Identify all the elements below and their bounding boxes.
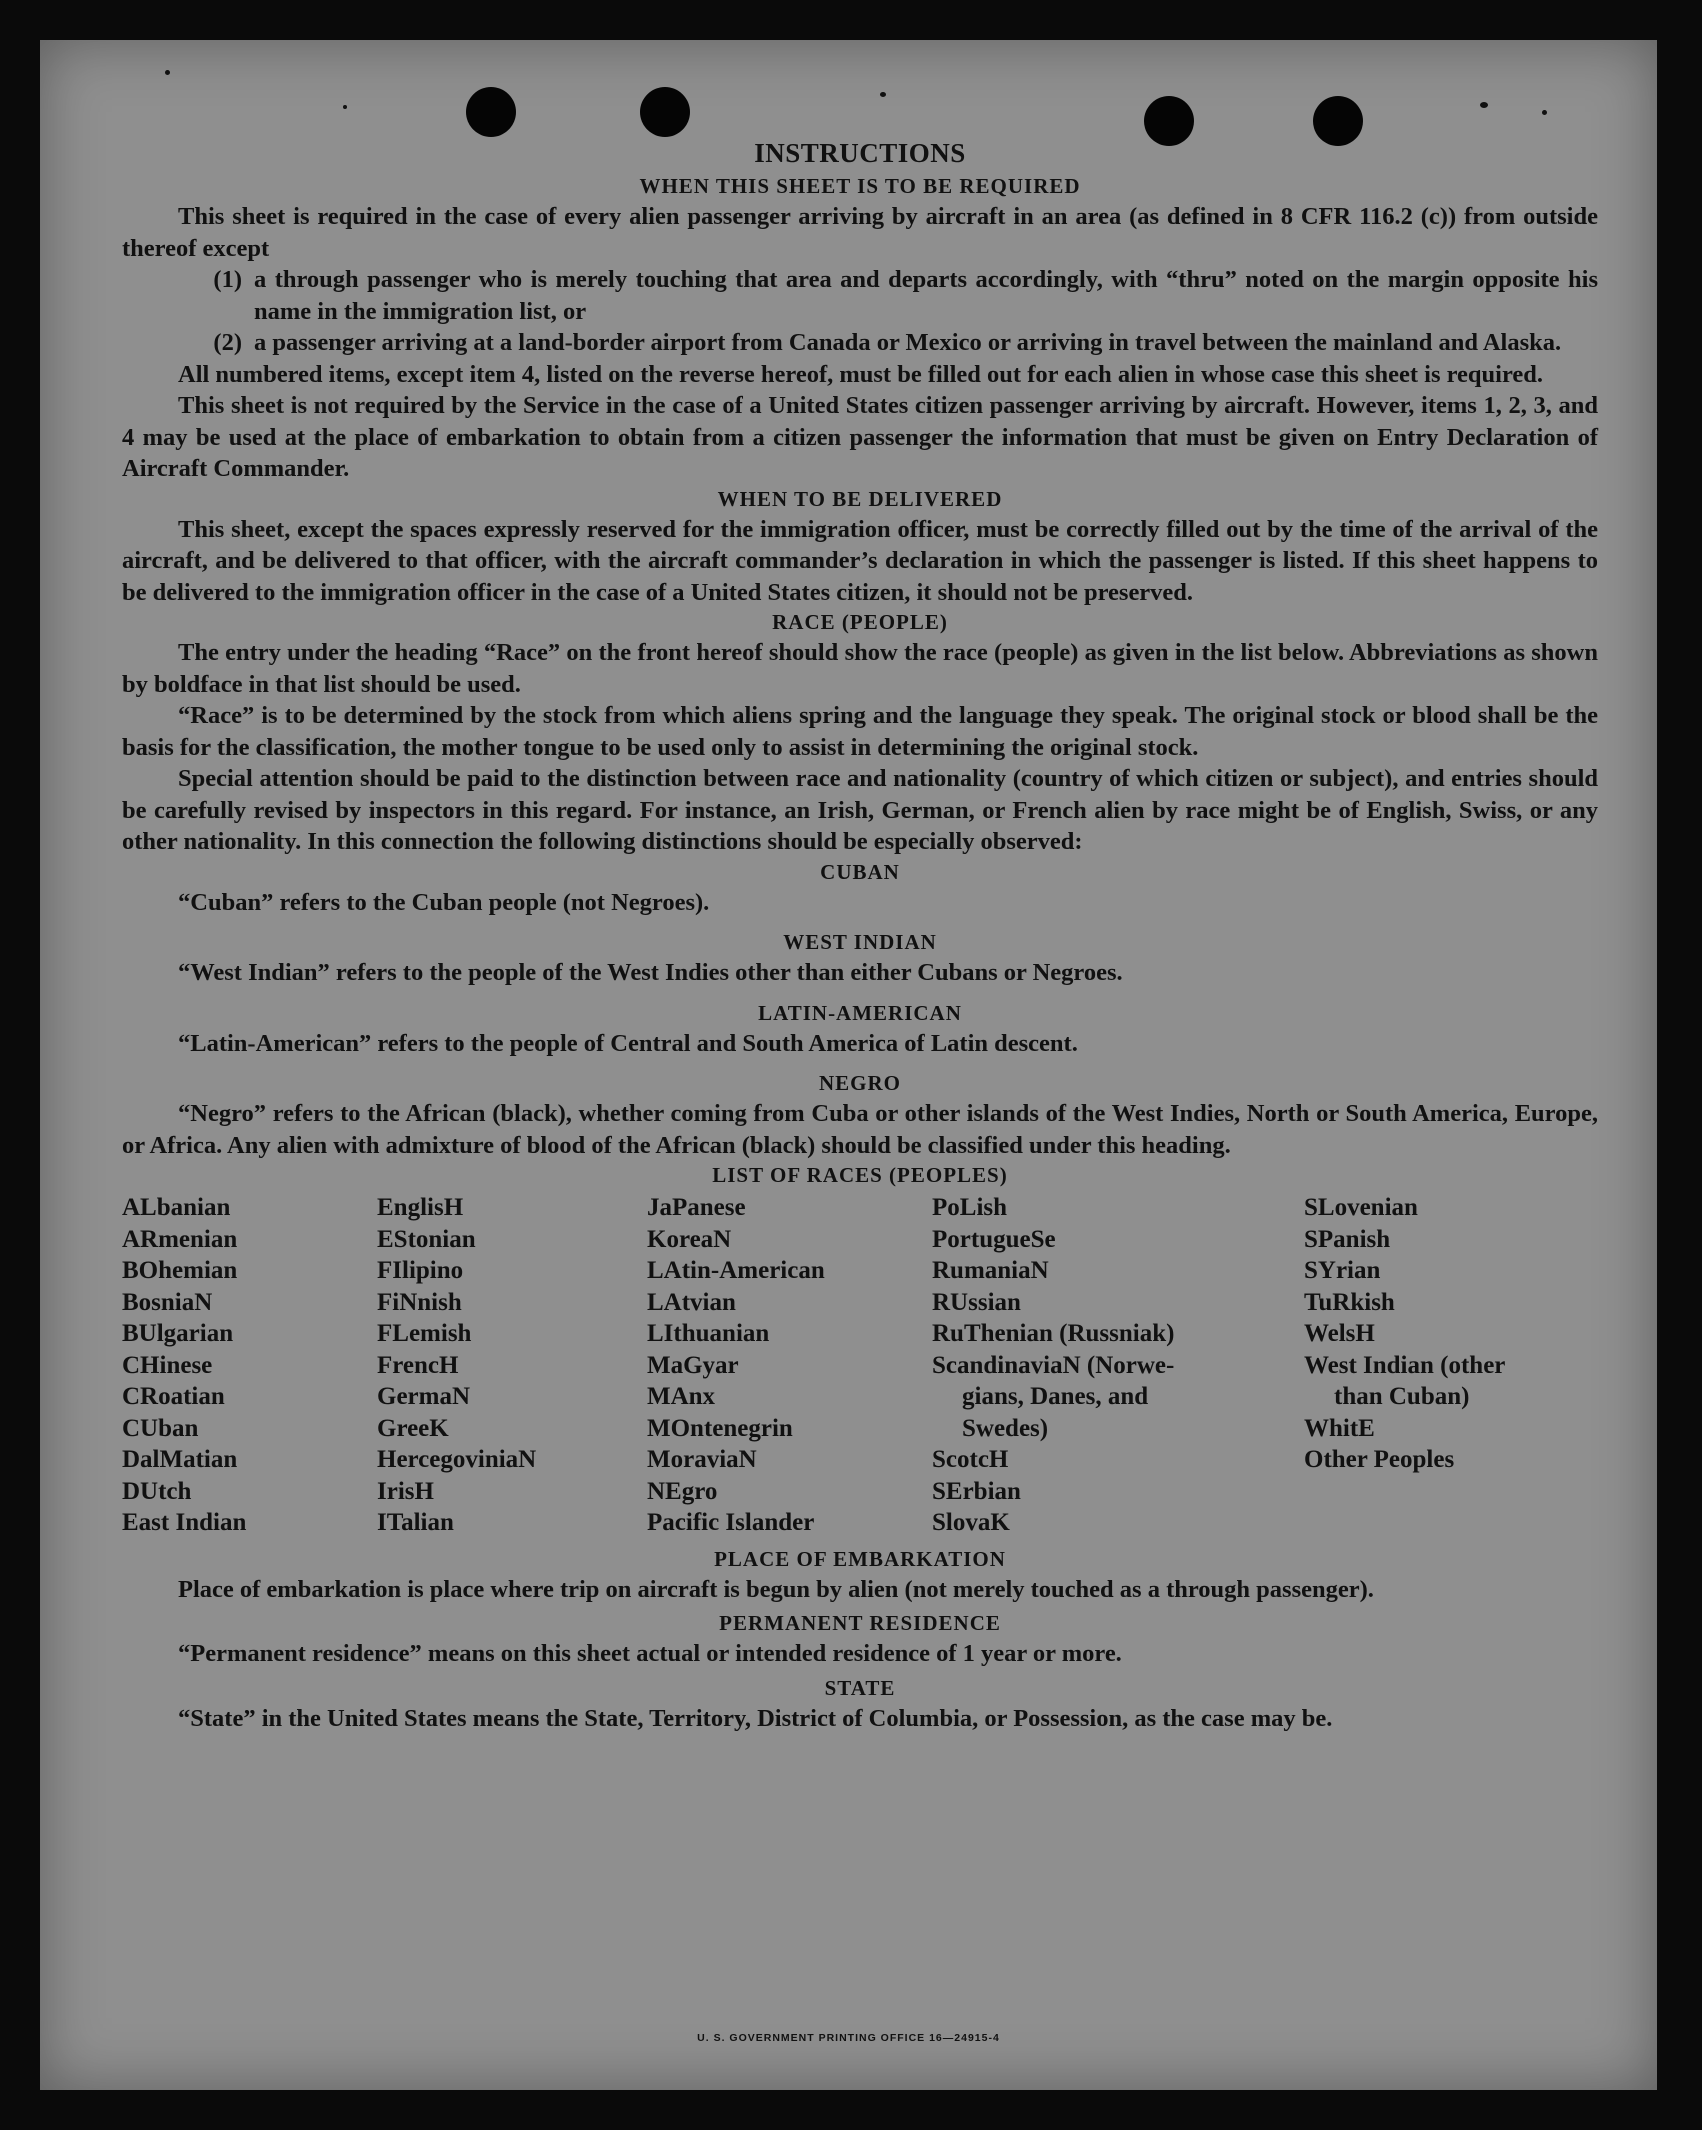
race-entry: BOhemian <box>122 1257 238 1284</box>
punch-hole <box>466 87 516 137</box>
race-entry: DUtch <box>122 1477 192 1505</box>
section-heading: LIST OF RACES (PEOPLES) <box>712 1163 1008 1187</box>
race-entry: WelsH <box>1304 1320 1375 1347</box>
race-entry: LIthuanian <box>647 1320 770 1347</box>
instructions-text <box>122 134 1598 1734</box>
race-entry: CHinese <box>122 1351 213 1379</box>
races-column-3 <box>647 1192 932 1539</box>
race-entry: FrencH <box>377 1351 459 1379</box>
race-entry: FiNnish <box>377 1288 462 1316</box>
race-entry: SPanish <box>1304 1225 1391 1253</box>
race-entry: RUssian <box>932 1288 1021 1316</box>
section-heading: STATE <box>824 1675 896 1700</box>
item-text: a passenger arriving at a land-border airport from Canada or Mexico or arriving in travel between the mainland and Alaska. <box>254 329 1562 356</box>
paragraph: “Permanent residence” means on this sheet actual or intended residence of 1 year or more. <box>178 1640 1122 1667</box>
race-entry: MoraviaN <box>647 1446 757 1473</box>
races-column-5 <box>1304 1192 1598 1539</box>
section-heading: PERMANENT RESIDENCE <box>719 1611 1001 1635</box>
paragraph: All numbered items, except item 4, listed on the reverse hereof, must be filled out for each alien in whose case this sheet is required. <box>178 360 1544 388</box>
race-entry: ARmenian <box>122 1225 238 1253</box>
races-column-4 <box>932 1192 1304 1539</box>
race-entry: PortugueSe <box>932 1225 1056 1253</box>
race-entry: SlovaK <box>932 1509 1010 1536</box>
paragraph: “West Indian” refers to the people of the West Indies other than either Cubans or Negroes. <box>178 959 1123 986</box>
section-heading: PLACE OF EMBARKATION <box>714 1546 1006 1571</box>
race-entry: ALbanian <box>122 1194 231 1221</box>
race-entry: MaGyar <box>647 1351 739 1379</box>
punch-hole <box>640 87 690 137</box>
race-entry: West Indian (other <box>1304 1351 1506 1379</box>
race-entry: than Cuban) <box>1334 1383 1470 1410</box>
race-entry: MOntenegrin <box>647 1414 793 1442</box>
race-entry: CUban <box>122 1414 199 1442</box>
paragraph: “State” in the United States means the State, Territory, District of Columbia, or Possession, as the case may be. <box>178 1704 1333 1732</box>
race-entry: BUlgarian <box>122 1320 234 1347</box>
race-entry: GreeK <box>377 1414 449 1442</box>
document-page <box>40 40 1657 2090</box>
race-entry: JaPanese <box>647 1194 746 1221</box>
paragraph: “Negro” refers to the African (black), whether coming from Cuba or other islands of the West Indies, North or South America, Europe, or Africa. Any alien with admixture of blood of the African (black) should be classified under this heading. <box>122 1100 1598 1159</box>
race-entry: HercegoviniaN <box>377 1446 537 1473</box>
race-entry: SErbian <box>932 1477 1021 1505</box>
list-item <box>122 264 1598 327</box>
races-list <box>122 1192 1598 1539</box>
race-entry: SLovenian <box>1304 1194 1418 1221</box>
paragraph: “Cuban” refers to the Cuban people (not Negroes). <box>178 888 710 916</box>
race-entry: BosniaN <box>122 1288 213 1316</box>
section-heading: NEGRO <box>818 1071 901 1095</box>
race-entry: ScotcH <box>932 1446 1009 1473</box>
race-entry: PoLish <box>932 1194 1008 1221</box>
race-entry: FLemish <box>377 1320 472 1347</box>
paragraph: This sheet is not required by the Service in the case of a United States citizen passenger arriving by aircraft. However, items 1, 2, 3, and 4 may be used at the place of embarkation to obtain from a citizen passenger the information that must be given on Entry Declaration of Aircraft Commander. <box>122 392 1598 482</box>
page-title: INSTRUCTIONS <box>754 138 966 168</box>
race-entry: MAnx <box>647 1383 716 1410</box>
race-entry: SYrian <box>1304 1257 1381 1284</box>
race-entry: IrisH <box>377 1477 434 1505</box>
race-entry: RuThenian (Russniak) <box>932 1320 1175 1347</box>
race-entry: DalMatian <box>122 1446 238 1473</box>
race-entry: NEgro <box>647 1477 718 1505</box>
paragraph: This sheet is required in the case of every alien passenger arriving by aircraft in an area (as defined in 8 CFR 116.2 (c)) from outside thereof except <box>122 203 1598 262</box>
paragraph: Special attention should be paid to the distinction between race and nationality (country of which citizen or subject), and entries should be carefully revised by inspectors in this regard. For instance, an Irish, German, or French alien by race might be of English, Swiss, or any other nationality. In this connection the following distinctions should be especially observed: <box>122 765 1598 855</box>
item-number: (1) <box>213 266 242 293</box>
paragraph: “Race” is to be determined by the stock from which aliens spring and the language they speak. The original stock or blood shall be the basis for the classification, the mother tongue to be used only to assist in determining the original stock. <box>122 702 1598 761</box>
paragraph: The entry under the heading “Race” on the front hereof should show the race (people) as given in the list below. Abbreviations as shown by boldface in that list should be used. <box>122 639 1598 698</box>
section-heading: WHEN TO BE DELIVERED <box>717 486 1003 511</box>
item-number: (2) <box>213 329 242 356</box>
race-entry: gians, Danes, and <box>962 1383 1149 1410</box>
race-entry: TuRkish <box>1304 1288 1395 1316</box>
race-entry: ScandinaviaN (Norwe- <box>932 1351 1175 1379</box>
race-entry: CRoatian <box>122 1383 225 1410</box>
list-item <box>122 327 1598 359</box>
section-heading: LATIN-AMERICAN <box>758 1000 962 1025</box>
race-entry: ITalian <box>377 1509 454 1536</box>
race-entry: Other Peoples <box>1304 1446 1455 1473</box>
race-entry: RumaniaN <box>932 1257 1049 1284</box>
paragraph: “Latin-American” refers to the people of Central and South America of Latin descent. <box>178 1029 1078 1057</box>
section-heading: WEST INDIAN <box>783 930 937 954</box>
paragraph: This sheet, except the spaces expressly reserved for the immigration officer, must be correctly filled out by the time of the arrival of the aircraft, and be delivered to that officer, with the aircraft commander’s declaration in which the passenger is listed. If this sheet happens to be delivered to the immigration officer in the case of a United States citizen, it should not be preserved. <box>122 515 1598 606</box>
section-heading: CUBAN <box>820 859 900 884</box>
race-entry: GermaN <box>377 1383 471 1410</box>
race-entry: KoreaN <box>647 1225 732 1253</box>
race-entry: EnglisH <box>377 1194 464 1221</box>
races-column-1 <box>122 1192 377 1539</box>
item-text: a through passenger who is merely touching that area and departs accordingly, with “thru” noted on the margin opposite his name in the immigration list, or <box>254 266 1598 325</box>
section-heading: WHEN THIS SHEET IS TO BE REQUIRED <box>639 174 1081 198</box>
race-entry: Pacific Islander <box>647 1509 815 1536</box>
paragraph: Place of embarkation is place where trip on aircraft is begun by alien (not merely touched as a through passenger). <box>178 1575 1374 1603</box>
printer-footer: U. S. GOVERNMENT PRINTING OFFICE 16—24915-4 <box>697 2032 1000 2044</box>
race-entry: EStonian <box>377 1225 476 1253</box>
race-entry: East Indian <box>122 1509 247 1536</box>
race-entry: LAtin-American <box>647 1257 825 1284</box>
races-column-2 <box>377 1192 647 1539</box>
race-entry: FIlipino <box>377 1257 464 1284</box>
race-entry: Swedes) <box>962 1414 1049 1442</box>
section-heading: RACE (PEOPLE) <box>772 610 948 634</box>
race-entry: WhitE <box>1304 1414 1375 1442</box>
race-entry: LAtvian <box>647 1288 736 1316</box>
